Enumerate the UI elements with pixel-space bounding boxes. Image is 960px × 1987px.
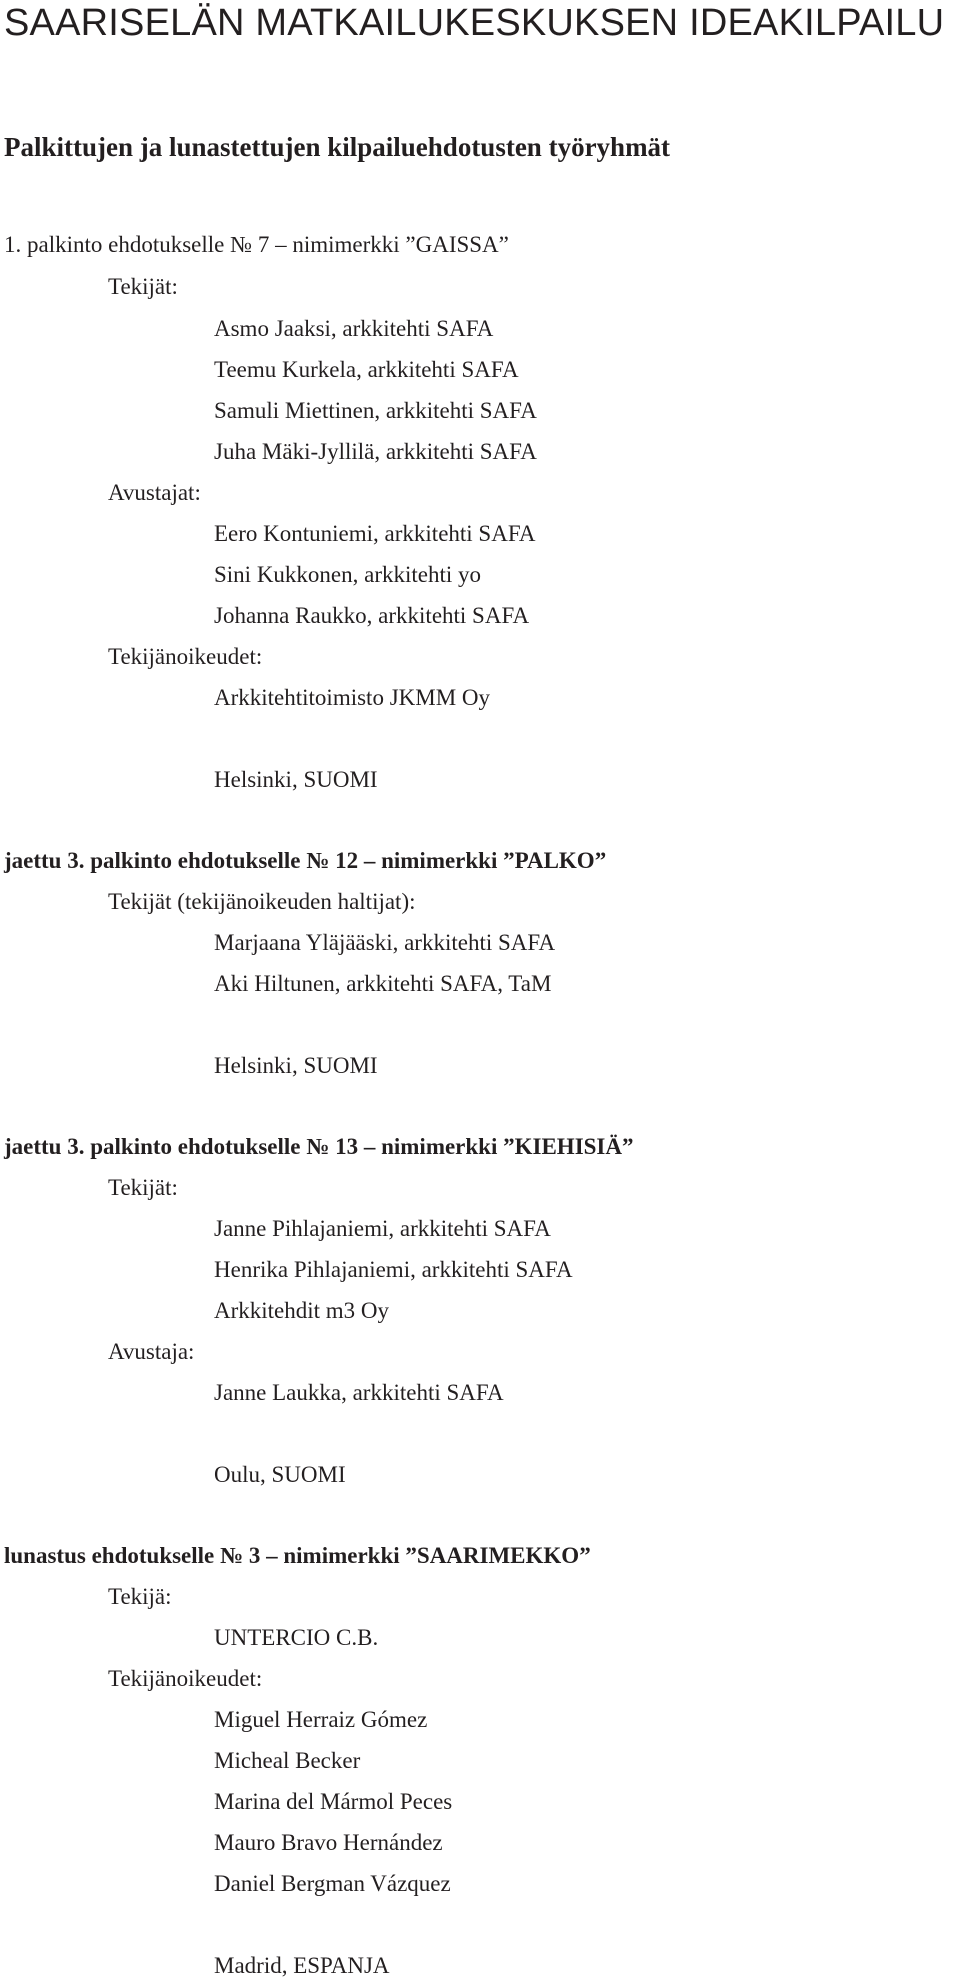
section-heading: lunastus ehdotukselle № 3 – nimimerkki ”SAARIMEKKO” xyxy=(4,1543,591,1568)
role-label: Tekijänoikeudet: xyxy=(108,644,263,669)
team-member: Asmo Jaaksi, arkkitehti SAFA xyxy=(214,316,494,341)
team-member: Miguel Herraiz Gómez xyxy=(214,1707,428,1732)
role-label: Tekijät: xyxy=(108,274,178,299)
team-member: Aki Hiltunen, arkkitehti SAFA, TaM xyxy=(214,971,552,996)
team-member: Mauro Bravo Hernández xyxy=(214,1830,443,1855)
section-heading: jaettu 3. palkinto ehdotukselle № 12 – nimimerkki ”PALKO” xyxy=(4,848,607,873)
team-member: Arkkitehtitoimisto JKMM Oy xyxy=(214,685,491,710)
team-member: Daniel Bergman Vázquez xyxy=(214,1871,451,1896)
team-member: Sini Kukkonen, arkkitehti yo xyxy=(214,562,482,587)
team-member: Juha Mäki-Jyllilä, arkkitehti SAFA xyxy=(214,439,537,464)
role-label: Avustajat: xyxy=(108,480,201,505)
section-heading: jaettu 3. palkinto ehdotukselle № 13 – nimimerkki ”KIEHISIÄ” xyxy=(4,1134,634,1159)
role-label: Tekijänoikeudet: xyxy=(108,1666,263,1691)
location: Helsinki, SUOMI xyxy=(214,1053,378,1078)
location: Madrid, ESPANJA xyxy=(214,1953,390,1978)
team-member: Eero Kontuniemi, arkkitehti SAFA xyxy=(214,521,536,546)
role-label: Tekijät: xyxy=(108,1175,178,1200)
team-member: Janne Pihlajaniemi, arkkitehti SAFA xyxy=(214,1216,551,1241)
team-member: Marina del Mármol Peces xyxy=(214,1789,453,1814)
document-title: SAARISELÄN MATKAILUKESKUKSEN IDEAKILPAILU xyxy=(4,2,945,44)
role-label: Tekijä: xyxy=(108,1584,172,1609)
role-label: Tekijät (tekijänoikeuden haltijat): xyxy=(108,889,416,914)
team-member: Micheal Becker xyxy=(214,1748,361,1773)
team-member: Teemu Kurkela, arkkitehti SAFA xyxy=(214,357,519,382)
location: Oulu, SUOMI xyxy=(214,1462,346,1487)
team-member: Arkkitehdit m3 Oy xyxy=(214,1298,390,1323)
team-member: Samuli Miettinen, arkkitehti SAFA xyxy=(214,398,537,423)
team-member: UNTERCIO C.B. xyxy=(214,1625,379,1650)
team-member: Janne Laukka, arkkitehti SAFA xyxy=(214,1380,504,1405)
team-member: Henrika Pihlajaniemi, arkkitehti SAFA xyxy=(214,1257,573,1282)
document-subtitle: Palkittujen ja lunastettujen kilpailuehdotusten työryhmät xyxy=(4,132,671,162)
role-label: Avustaja: xyxy=(108,1339,195,1364)
team-member: Marjaana Yläjääski, arkkitehti SAFA xyxy=(214,930,556,955)
section-heading: 1. palkinto ehdotukselle № 7 – nimimerkki ”GAISSA” xyxy=(4,232,509,257)
location: Helsinki, SUOMI xyxy=(214,767,378,792)
team-member: Johanna Raukko, arkkitehti SAFA xyxy=(214,603,530,628)
